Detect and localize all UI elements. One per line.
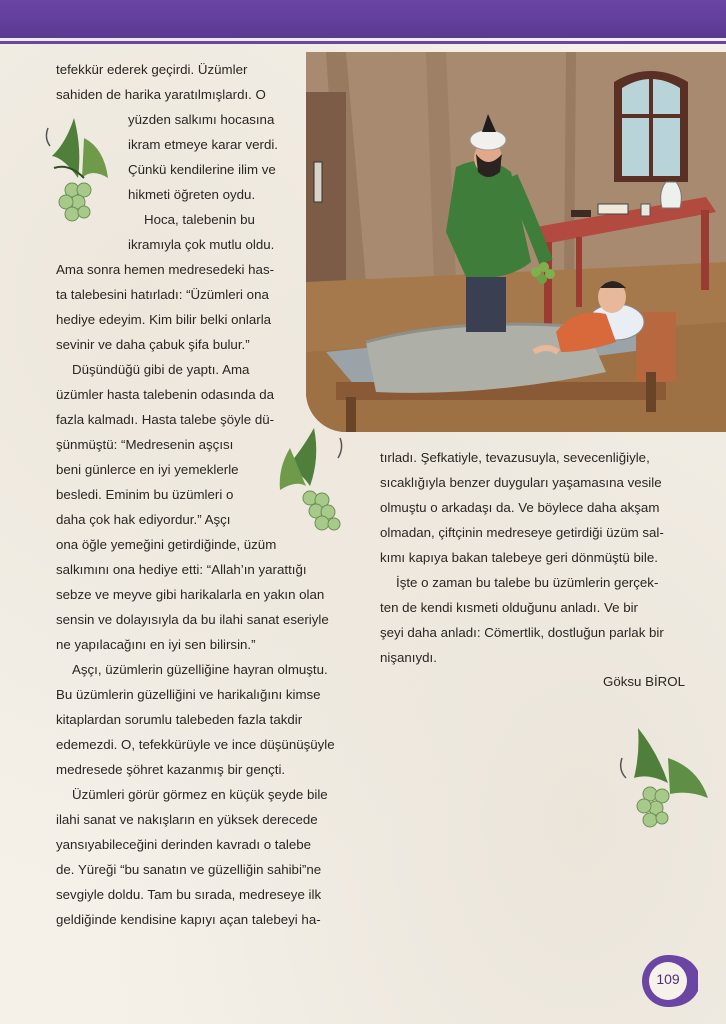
text-line: nişanıydı. — [380, 650, 437, 665]
text-line: sevgiyle doldu. Tam bu sırada, medreseye ilk — [56, 887, 322, 902]
text-line: ta talebesini hatırladı: “Üzümleri ona — [56, 287, 269, 302]
text-line: Ama sonra hemen medresedeki has- — [56, 262, 275, 277]
text-line: hediye edeyim. Kim bilir belki onlarla — [56, 312, 272, 327]
text-line: olmadan, çiftçinin medreseye getirdiği üzüm sal- — [380, 525, 664, 540]
text-line: ikram etmeye karar verdi. — [128, 137, 278, 152]
text-line: kitaplardan sorumlu talebeden fazla takdir — [56, 712, 303, 727]
text-line: Üzümleri görür görmez en küçük şeyde bile — [72, 787, 328, 802]
text-line: besledi. Eminim bu üzümleri o — [56, 487, 234, 502]
text-line: fazla kalmadı. Hasta talebe şöyle dü- — [56, 412, 275, 427]
header-band — [0, 0, 726, 38]
text-line: de. Yüreği “bu sanatın ve güzelliğin sahibi”ne — [56, 862, 322, 877]
text-line: ikramıyla çok mutlu oldu. — [128, 237, 275, 252]
text-line: sebze ve meyve gibi harikalarla en yakın olan — [56, 587, 325, 602]
text-line: ilahi sanat ve nakışların en yüksek derecede — [56, 812, 318, 827]
text-line: hikmeti öğreten oydu. — [128, 187, 256, 202]
text-line: edemezdi. O, tefekkürüyle ve ince düşünüşüyle — [56, 737, 335, 752]
text-line: ne yapılacağını en iyi sen bilirsin.” — [56, 637, 256, 652]
text-line: sevinir ve daha çabuk şifa bulur.” — [56, 337, 250, 352]
text-line: şeyi daha anladı: Cömertlik, dostluğun parlak bir — [380, 625, 664, 640]
text-line: İşte o zaman bu talebe bu üzümlerin gerçek- — [396, 575, 659, 590]
header-rule — [0, 41, 726, 44]
text-line: üzümler hasta talebenin odasında da — [56, 387, 275, 402]
grape-bunch-icon — [618, 728, 710, 832]
text-line: Hoca, talebenin bu — [144, 212, 255, 227]
text-line: kımı kapıya bakan talebeye geri dönmüştü bile. — [380, 550, 658, 565]
text-line: ona öğle yemeğini getirdiğinde, üzüm — [56, 537, 277, 552]
text-line: geldiğinde kendisine kapıyı açan talebeyi ha- — [56, 912, 321, 927]
text-line: yüzden salkımı hocasına — [128, 112, 275, 127]
story-illustration — [306, 52, 726, 432]
text-line: daha çok hak ediyordur.” Aşçı — [56, 512, 231, 527]
text-line: Düşündüğü gibi de yaptı. Ama — [72, 362, 250, 377]
page-number: 109 — [656, 971, 680, 987]
text-line: şünmüştü: “Medresenin aşçısı — [56, 437, 234, 452]
text-line: Çünkü kendilerine ilim ve — [128, 162, 276, 177]
text-line: medresede şöhret kazanmış bir gençti. — [56, 762, 286, 777]
text-line: Bu üzümlerin güzelliğini ve harikalığını kimse — [56, 687, 321, 702]
text-line: beni günlerce en iyi yemeklerle — [56, 462, 239, 477]
grape-bunch-icon — [44, 118, 114, 230]
text-line: salkımını ona hediye etti: “Allah’ın yarattığı — [56, 562, 307, 577]
text-line: tefekkür ederek geçirdi. Üzümler — [56, 62, 248, 77]
text-line: Aşçı, üzümlerin güzelliğine hayran olmuştu. — [72, 662, 328, 677]
author-name: Göksu BİROL — [603, 674, 686, 689]
text-line: sahiden de harika yaratılmışlardı. O — [56, 87, 266, 102]
text-line: olmuştu o arkadaşı da. Ve böylece daha akşam — [380, 500, 660, 515]
text-line: ten de kendi kısmeti olduğunu anladı. Ve bir — [380, 600, 638, 615]
grape-bunch-icon — [270, 428, 346, 536]
text-line: sıcaklığıyla benzer duyguları yaşamasına vesile — [380, 475, 662, 490]
text-line: tırladı. Şefkatiyle, tevazusuyla, sevecenliğiyle, — [380, 450, 650, 465]
text-line: yansıyabileceğini derinden kavradı o talebe — [56, 837, 312, 852]
text-line: sensin ve dolayısıyla da bu ilahi sanat eseriyle — [56, 612, 329, 627]
